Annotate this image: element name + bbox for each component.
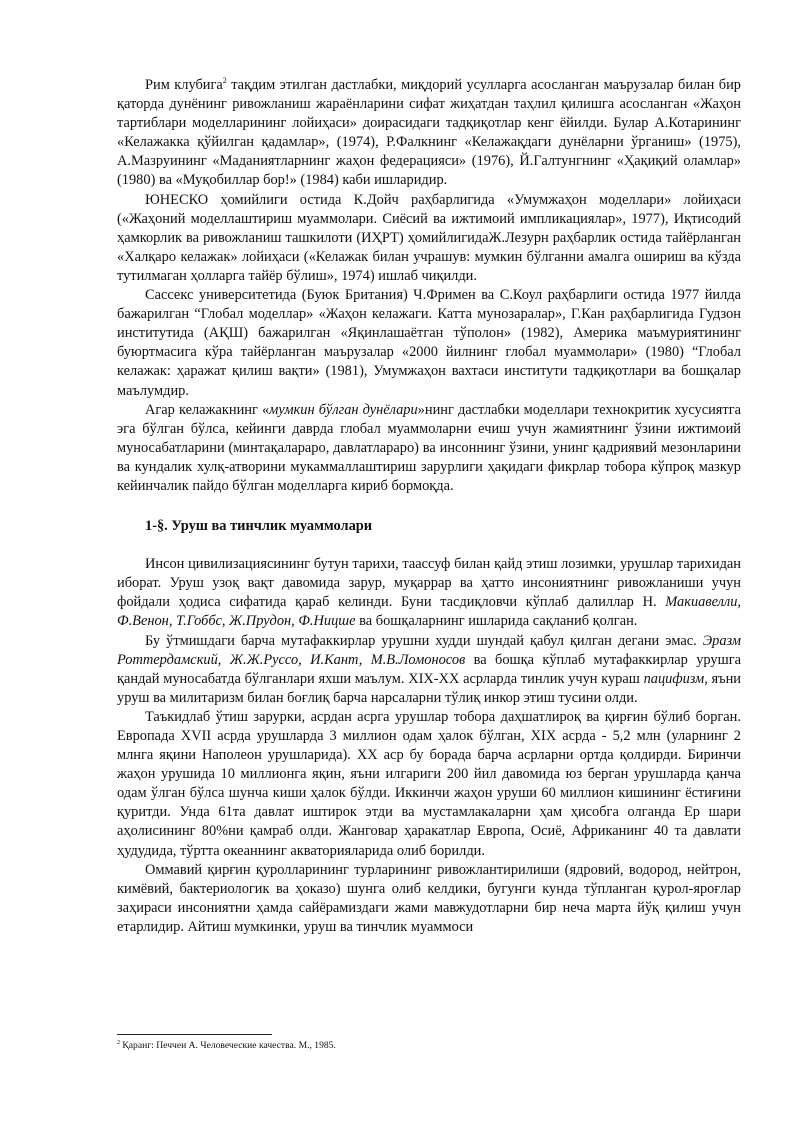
paragraph-war-casualties: Таъкидлаб ўтиш зарурки, асрдан асрга урушлар тобора даҳшатлироқ ва қирғин бўлиб борган. Европада XVII асрда урушларда 3 миллион одам ҳалок бўлган, XIX асрда - 5,2 млн (уларнинг 2 млнга яқини Наполеон урушларида). XX аср бу борада барча асрларни ортда қолдирди. Биринчи жаҳон урушида 10 миллионга яқин, яъни илгариги 200 йил давомида юз берган урушларда қанча одам ўлган бўлса шунча киши ҳалок бўлди. Иккинчи жаҳон уруши 60 миллион кишининг ёстиғини қуритди. Унда 61та давлат иштирок этди ва мустамлакаларни ҳам ҳисобга олганда Ер шари аҳолисининг 80%ни қамраб олди. Жанговар ҳаракатлар Европа, Осиё, Африканинг 40 та давлати ҳудудида, тўртта океаннинг акваторияларида олиб борилди.	[117, 708, 741, 859]
footnote-mark: 2	[117, 1039, 120, 1046]
footnote-ref: 2	[222, 76, 227, 86]
footnote	[117, 1040, 741, 1052]
footnote-text: Қаранг: Печчеи А. Человеческие качества. М., 1985.	[120, 1040, 336, 1051]
paragraph-models: Агар келажакнинг «мумкин бўлган дунёлари»нинг дастлабки моделлари технокритик хусусиятга эга бўлган бўлса, кейинги даврда глобал муаммоларни ечиш учун жамиятнинг ўзини ижтимоий муносабатларини (минтақалараро, давлатлараро) ва инсоннинг ўзини, унинг қадриявий мезонларини ва кундалик хулқ-атворини мукаммаллаштириш зарурлиги ҳақидаги фикрлар тобора кўпроқ мазкур кейинчалик пайдо бўлган моделларга кириб бормоқда.	[117, 401, 742, 494]
footnote-divider	[117, 1034, 272, 1035]
main-text	[117, 76, 741, 937]
paragraph-unesco: ЮНЕСКО ҳомийлиги остида К.Дойч раҳбарлигида «Умумжаҳон моделлари» лойиҳаси («Жаҳоний моделлаштириш муаммолари. Сиёсий ва ижтимоий импликациялар», 1977), Иқтисодий ҳамкорлик ва ривожланиш ташкилоти (ИҲРТ) ҳомийлигидаЖ.Лезурн раҳбарлик остида тайёрланган «Халқаро келажак» лойиҳаси («Келажак билан учрашув: мумкин бўлганни амалга ошириш ва кўзда тутилмаган ҳолларга тайёр бўлиш», 1974) ишлаб чиқилди.	[117, 191, 741, 284]
paragraph-sussex: Сассекс университетида (Буюк Британия) Ч.Фримен ва С.Коул раҳбарлиги остида 1977 йилда бажарилган “Глобал моделлар» «Жаҳон келажаги. Катта мунозаралар», Г.Кан раҳбарлигида Гудзон институтида (АҚШ) бажарилган «Яқинлашаётган тўполон» (1982), Америка маъмуриятининг буюртмасига кўра тайёрланган маърузалар «2000 йилнинг глобал муаммолари» (1980) “Глобал келажак: ҳаражат қилиш вақти» (1981), Умумжаҳон вахтаси институти тадқиқотлари ва бошқалар маълумдир.	[117, 287, 741, 399]
section-heading: 1-§. Уруш ва тинчлик муаммолари	[145, 518, 373, 535]
paragraph-thinkers: Бу ўтмишдаги барча мутафаккирлар урушни худди шундай қабул қилган дегани эмас. Эразм Роттердамский, Ж.Ж.Руссо, И.Кант, М.В.Ломоносов ва бошқа кўплаб мутафаккирлар урушга қандай муносабатда бўлганлари яхши маълум. XIX-XX асрларда тинлик учун кураш пацифизм, яъни уруш ва милитаризм билан боғлиқ барча нарсаларни тўлиқ инкор этиш тусини олди.	[117, 632, 741, 706]
paragraph-mass-destruction: Оммавий қирғин қуролларининг турларининг ривожлантирилиши (ядровий, водород, нейтрон, кимёвий, бактериологик ва ҳоказо) шунга олиб келдики, бугунги кунда тўпланган қурол-яроғлар заҳираси инсониятни ҳамда сайёрамиздаги жами мавжудотларни бир неча марта йўқ қилиш учун етарлидир. Айтиш мумкинки, уруш ва тинчлик муаммоси	[117, 861, 741, 935]
paragraph-rome-club: Рим клубига$^2$ тақдим этилган дастлабки, миқдорий усулларга асосланган маърузалар билан бир қаторда дунёнинг ривожланиш жараёнларини сифат жиҳатдан таҳлил қилишга асосланган «Жаҳон тартиблари моделларининг лойиҳаси» доирасидаги тадқиқотлар кенг ёйилди. Булар А.Котарининг «Келажакка қўйилган қадамлар», (1974), Р.Фалкнинг «Келажақдаги дунёларни ўрганиш» (1975), А.Мазруининг «Маданиятларнинг жаҳон федерацияси» (1976), Й.Галтунгнинг «Ҳақиқий оламлар» (1980) ва «Муқобиллар бор!» (1984) каби ишларидир.	[117, 76, 741, 189]
paragraph-civilization: Инсон цивилизациясининг бутун тарихи, таассуф билан қайд этиш лозимки, урушлар тарихидан иборат. Уруш узоқ вақт давомида зарур, муқаррар ва ҳатто инсониятнинг ривожланиши учун фойдали ҳодиса сифатида қараб келинди. Буни тасдиқловчи кўплаб далиллар Н. Макиавелли, Ф.Венон, Т.Гоббс, Ж.Прудон, Ф.Ницше ва бошқаларнинг ишларида сақланиб қолган.	[117, 556, 741, 630]
